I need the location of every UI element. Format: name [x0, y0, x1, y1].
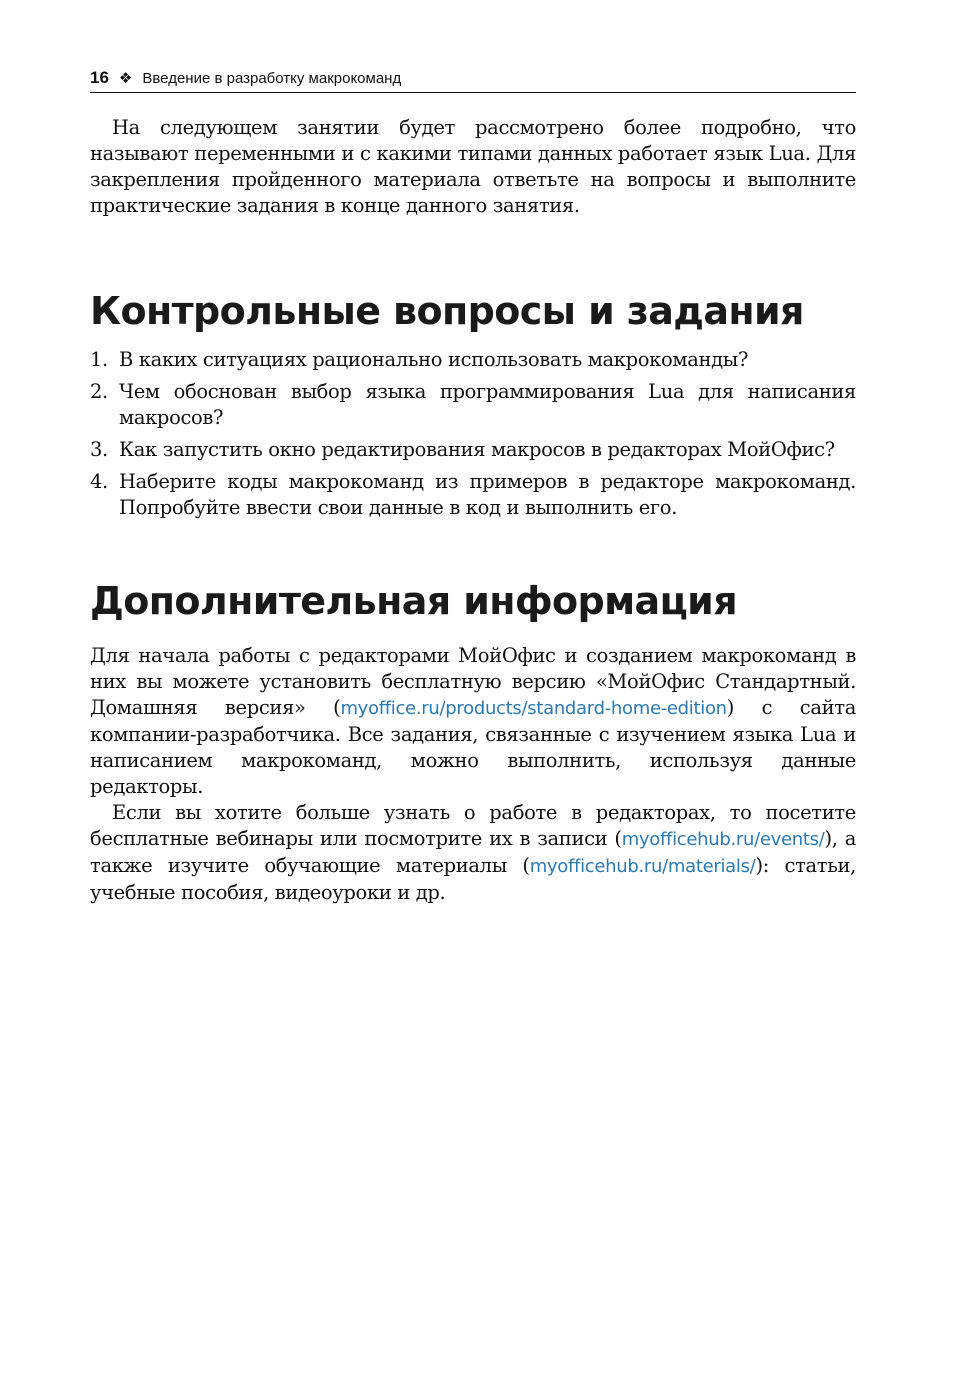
list-item: [90, 469, 856, 521]
events-link[interactable]: myofficehub.ru/events/: [621, 829, 825, 850]
item-text: Наберите коды макрокоманд из примеров в редакторе макрокоманд. Попробуйте ввести свои данные в код и выполнить его.: [119, 470, 856, 519]
info-block: [90, 643, 856, 906]
list-item: [90, 437, 856, 463]
materials-link[interactable]: myofficehub.ru/materials/: [529, 856, 756, 877]
page-number: 16: [90, 68, 109, 87]
item-number: 2.: [90, 380, 108, 403]
questions-list: [90, 347, 856, 521]
para2-text-before: Если вы хотите больше узнать о работе в редакторах, то посетите бесплатные вебинары или посмотрите их в записи (: [90, 801, 856, 850]
ornament-icon: ❖: [118, 70, 133, 87]
list-item: [90, 379, 856, 431]
item-text: Чем обоснован выбор языка программирования Lua для написания макросов?: [119, 380, 856, 429]
item-number: 4.: [90, 470, 108, 493]
myoffice-home-edition-link[interactable]: myoffice.ru/products/standard-home-edition: [340, 698, 727, 719]
chapter-title: Введение в разработку макрокоманд: [142, 70, 402, 87]
para1-text-before: Для начала работы с редакторами МойОфис и созданием макрокоманд в них вы можете установить бесплатную версию «МойОфис Стандартный. Домашняя версия» (: [90, 644, 856, 719]
list-item: [90, 347, 856, 373]
item-text: Как запустить окно редактирования макросов в редакторах МойОфис?: [119, 438, 835, 461]
para1-text-after: ) с сайта компании-разработчика. Все задания, связанные с изучением языка Lua и написанием макрокоманд, можно выполнить, используя данные редакторы.: [90, 696, 856, 798]
running-header: [90, 68, 856, 93]
item-number: 1.: [90, 348, 108, 371]
para2-text-after: ): статьи, учебные пособия, видеоуроки и др.: [90, 854, 857, 904]
intro-paragraph: На следующем занятии будет рассмотрено более подробно, что называют переменными и с какими типами данных работает язык Lua. Для закрепления пройденного материала ответьте на вопросы и выполните практические задания в конце данного занятия.: [90, 116, 856, 217]
info-heading: Дополнительная информация: [90, 579, 737, 623]
document-page: [90, 68, 856, 906]
para2-text-between: ), а также изучите обучающие материалы (: [90, 827, 856, 877]
info-paragraph-1: [90, 643, 856, 800]
item-text: В каких ситуациях рационально использовать макрокоманды?: [119, 348, 749, 371]
item-number: 3.: [90, 438, 108, 461]
info-paragraph-2: [90, 800, 856, 906]
questions-heading: Контрольные вопросы и задания: [90, 289, 804, 333]
